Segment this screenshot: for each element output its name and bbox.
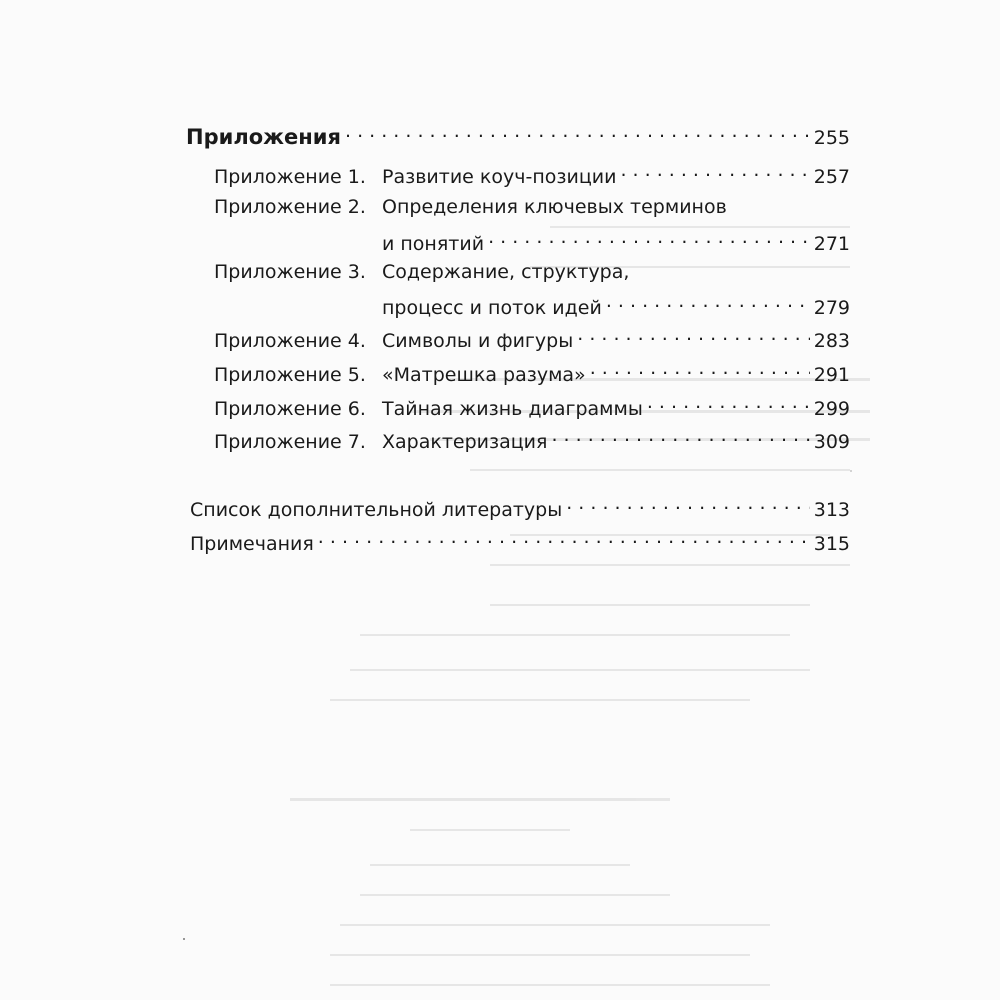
toc-entry-appendix-1 [214, 157, 850, 188]
dot-leader [606, 288, 810, 314]
appendix-title: Развитие коуч-позиции [382, 166, 617, 188]
back-matter-page: 315 [813, 533, 850, 555]
toc-entry-bibliography [190, 490, 850, 521]
toc-entry-appendix-2 [214, 194, 727, 220]
appendix-page: 279 [813, 297, 850, 319]
toc-heading-row [186, 118, 850, 149]
appendix-title-cont: процесс и поток идей [382, 297, 602, 319]
toc-entry-appendix-3-cont [382, 288, 850, 319]
appendix-title-cont: и понятий [382, 233, 485, 255]
appendix-page: 299 [813, 398, 850, 420]
back-matter-page: 313 [813, 499, 850, 521]
appendix-title: Содержание, структура, [382, 261, 630, 283]
toc-entry-appendix-6 [214, 389, 850, 420]
appendix-label: Приложение 3. [214, 261, 366, 283]
dot-leader [647, 389, 810, 415]
appendix-title: «Матрешка разума» [382, 364, 586, 386]
appendix-page: 257 [813, 166, 850, 188]
appendix-label: Приложение 1. [214, 166, 366, 188]
toc-heading-title: Приложения [186, 125, 341, 149]
toc-entry-appendix-3 [214, 259, 629, 285]
toc-entry-appendix-7 [214, 422, 850, 453]
dot-leader [590, 355, 810, 381]
appendix-label: Приложение 6. [214, 398, 366, 420]
appendix-label: Приложение 5. [214, 364, 366, 386]
back-matter-title: Список дополнительной литературы [190, 499, 563, 521]
toc-heading-page: 255 [813, 127, 850, 149]
scan-speck [183, 938, 185, 940]
dot-leader [488, 224, 810, 250]
toc-entry-appendix-5 [214, 355, 850, 386]
appendix-page: 291 [813, 364, 850, 386]
dot-leader [620, 157, 809, 183]
appendix-page: 283 [813, 330, 850, 352]
appendix-label: Приложение 4. [214, 330, 366, 352]
dot-leader [345, 118, 810, 144]
appendix-label: Приложение 2. [214, 196, 366, 218]
scan-speck [850, 470, 852, 472]
appendix-label: Приложение 7. [214, 431, 366, 453]
toc-entry-appendix-4 [214, 321, 850, 352]
toc-entry-appendix-2-cont [382, 224, 850, 255]
back-matter-title: Примечания [190, 533, 314, 555]
appendix-title: Определения ключевых терминов [382, 196, 727, 218]
appendix-title: Символы и фигуры [382, 330, 574, 352]
dot-leader [566, 490, 810, 516]
dot-leader [577, 321, 810, 347]
appendix-title: Тайная жизнь диаграммы [382, 398, 643, 420]
toc-entry-notes [190, 524, 850, 555]
dot-leader [551, 422, 809, 448]
dot-leader [318, 524, 810, 550]
appendix-page: 271 [813, 233, 850, 255]
appendix-title: Характеризация [382, 431, 548, 453]
appendix-page: 309 [813, 431, 850, 453]
